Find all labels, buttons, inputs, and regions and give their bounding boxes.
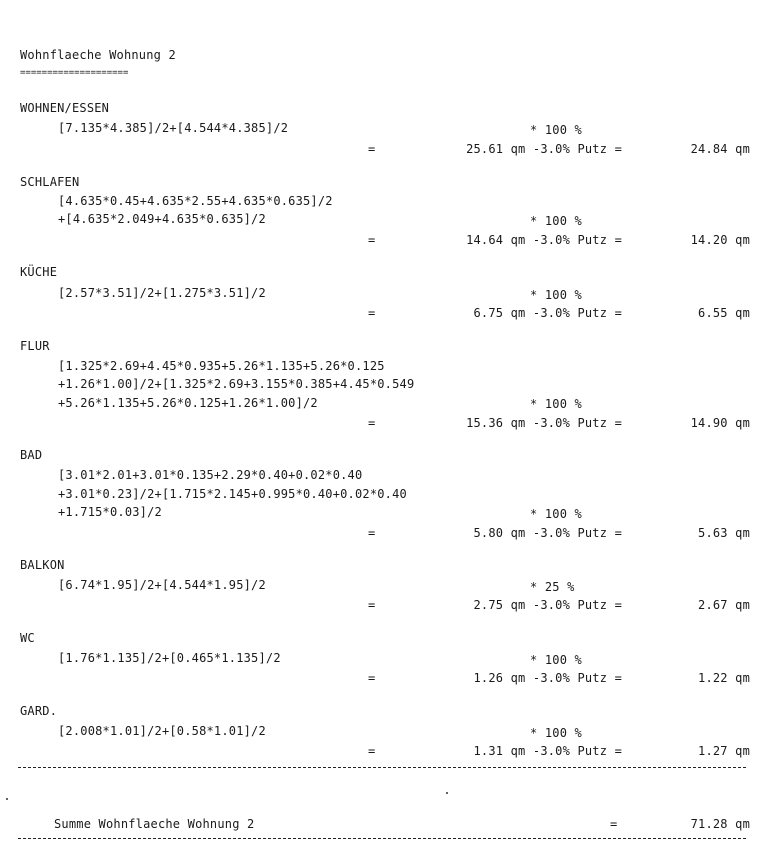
- room-net-area: 24.84 qm: [690, 142, 750, 156]
- page-title: Wohnflaeche Wohnung 2: [20, 48, 176, 62]
- room-equals: =: [368, 306, 376, 320]
- room-net-area: 14.20 qm: [690, 233, 750, 247]
- room-net-area: 5.63 qm: [698, 526, 750, 540]
- total-value: 71.28 qm: [690, 817, 750, 831]
- room-net-area: 2.67 qm: [698, 598, 750, 612]
- room-percent: * 100 %: [530, 288, 582, 302]
- room-formula-line: +3.01*0.23]/2+[1.715*2.145+0.995*0.40+0.02*0.40: [58, 487, 407, 501]
- room-gross-area: 6.75 qm -3.0% Putz =: [473, 306, 622, 320]
- room-percent: * 100 %: [530, 123, 582, 137]
- scan-speck: [6, 798, 8, 800]
- room-percent: * 100 %: [530, 214, 582, 228]
- room-formula-line: [1.325*2.69+4.45*0.935+5.26*1.135+5.26*0.125: [58, 359, 385, 373]
- section-divider: [18, 767, 746, 768]
- room-percent: * 100 %: [530, 507, 582, 521]
- room-formula-line: [2.008*1.01]/2+[0.58*1.01]/2: [58, 724, 266, 738]
- room-gross-area: 5.80 qm -3.0% Putz =: [473, 526, 622, 540]
- room-gross-area: 14.64 qm -3.0% Putz =: [466, 233, 622, 247]
- room-gross-area: 25.61 qm -3.0% Putz =: [466, 142, 622, 156]
- room-formula-line: [3.01*2.01+3.01*0.135+2.29*0.40+0.02*0.40: [58, 468, 363, 482]
- room-formula-line: [7.135*4.385]/2+[4.544*4.385]/2: [58, 121, 289, 135]
- room-formula-line: +1.715*0.03]/2: [58, 505, 162, 519]
- room-equals: =: [368, 416, 376, 430]
- room-name: BAD: [20, 448, 43, 462]
- room-equals: =: [368, 598, 376, 612]
- room-name: SCHLAFEN: [20, 175, 80, 189]
- room-gross-area: 2.75 qm -3.0% Putz =: [473, 598, 622, 612]
- room-percent: * 100 %: [530, 397, 582, 411]
- room-equals: =: [368, 526, 376, 540]
- room-percent: * 25 %: [530, 580, 575, 594]
- room-gross-area: 1.31 qm -3.0% Putz =: [473, 744, 622, 758]
- room-formula-line: +5.26*1.135+5.26*0.125+1.26*1.00]/2: [58, 396, 318, 410]
- room-formula-line: [1.76*1.135]/2+[0.465*1.135]/2: [58, 651, 281, 665]
- room-formula-line: +[4.635*2.049+4.635*0.635]/2: [58, 212, 266, 226]
- room-formula-line: [2.57*3.51]/2+[1.275*3.51]/2: [58, 286, 266, 300]
- room-name: KÜCHE: [20, 265, 58, 279]
- title-underline: ====================: [20, 68, 129, 78]
- room-net-area: 6.55 qm: [698, 306, 750, 320]
- total-equals: =: [610, 817, 618, 831]
- room-equals: =: [368, 233, 376, 247]
- room-percent: * 100 %: [530, 726, 582, 740]
- room-formula-line: [6.74*1.95]/2+[4.544*1.95]/2: [58, 578, 266, 592]
- room-gross-area: 15.36 qm -3.0% Putz =: [466, 416, 622, 430]
- room-name: WC: [20, 631, 35, 645]
- room-equals: =: [368, 744, 376, 758]
- room-net-area: 14.90 qm: [690, 416, 750, 430]
- section-divider: [18, 838, 746, 839]
- room-gross-area: 1.26 qm -3.0% Putz =: [473, 671, 622, 685]
- room-name: WOHNEN/ESSEN: [20, 101, 110, 115]
- room-net-area: 1.22 qm: [698, 671, 750, 685]
- room-name: FLUR: [20, 339, 50, 353]
- room-name: GARD.: [20, 704, 58, 718]
- room-formula-line: +1.26*1.00]/2+[1.325*2.69+3.155*0.385+4.45*0.549: [58, 377, 415, 391]
- total-label: Summe Wohnflaeche Wohnung 2: [54, 817, 255, 831]
- room-formula-line: [4.635*0.45+4.635*2.55+4.635*0.635]/2: [58, 194, 333, 208]
- room-net-area: 1.27 qm: [698, 744, 750, 758]
- room-name: BALKON: [20, 558, 65, 572]
- room-equals: =: [368, 671, 376, 685]
- room-percent: * 100 %: [530, 653, 582, 667]
- scan-speck: [446, 792, 448, 794]
- room-equals: =: [368, 142, 376, 156]
